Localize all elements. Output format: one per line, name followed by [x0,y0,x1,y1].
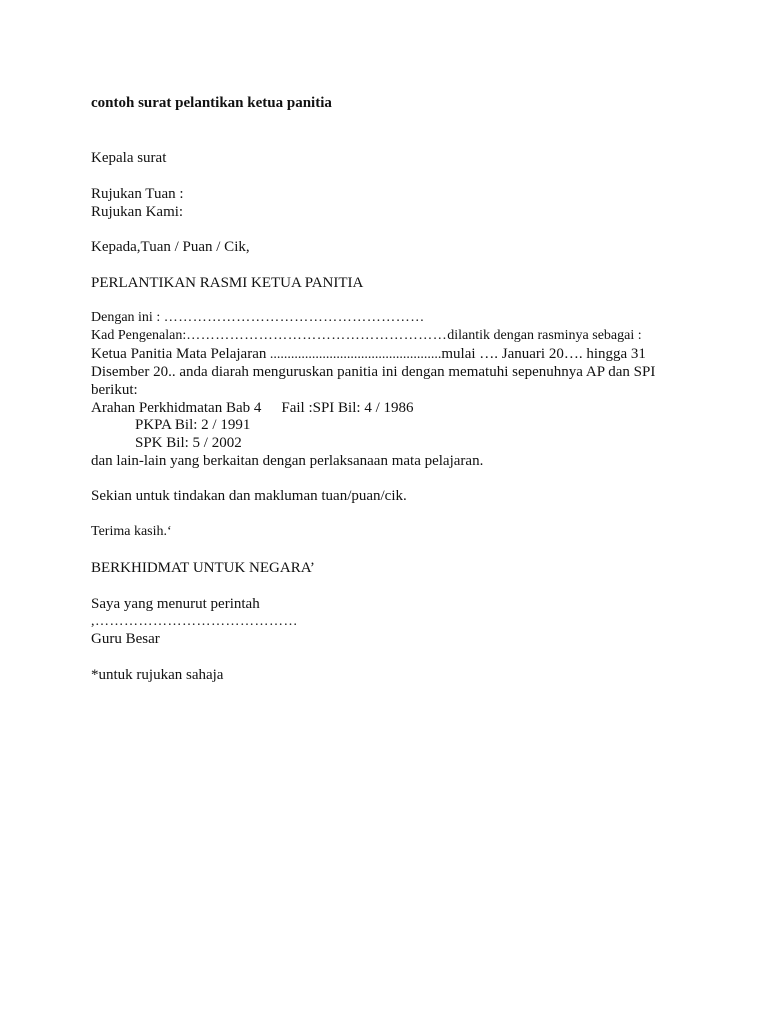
body-line-5: berikut: [91,382,138,398]
body-line-3 [91,345,646,364]
reference-tuan: Rujukan Tuan : [91,186,184,202]
signature-dots: ,…………………………………… [91,614,298,629]
note-line: *untuk rujukan sahaja [91,667,224,683]
closing-line: Sekian untuk tindakan dan makluman tuan/puan/cik. [91,488,407,504]
fail-text: Fail :SPI Bil: 4 / 1986 [281,400,414,416]
reference-kami: Rujukan Kami: [91,204,184,220]
ic-label: Kad Pengenalan: [91,328,187,343]
thanks-line: Terima kasih.‘ [91,524,172,539]
subject-dots: ................................................. [266,347,442,362]
body-line-4: Disember 20.. anda diarah menguruskan panitia ini dengan mematuhi sepenuhnya AP dan SPI [91,364,656,380]
appointed-text: dilantik dengan rasminya sebagai : [447,328,642,343]
subject-line: PERLANTIKAN RASMI KETUA PANITIA [91,275,364,291]
name-label: Dengan ini : [91,310,161,325]
signoff-line: Saya yang menurut perintah [91,596,260,612]
body-line-6 [91,399,413,417]
name-dots: ……………………………………………… [163,310,425,325]
subject-label: Ketua Panitia Mata Pelajaran [91,346,267,362]
body-line-1 [91,309,425,327]
recipient-line: Kepada,Tuan / Puan / Cik, [91,239,250,255]
arahan-text: Arahan Perkhidmatan Bab 4 [91,400,262,416]
signer-line: Guru Besar [91,631,160,647]
motto-line: BERKHIDMAT UNTUK NEGARA’ [91,560,315,576]
body-line-8: SPK Bil: 5 / 2002 [135,435,242,451]
body-line-9: dan lain-lain yang berkaitan dengan perlaksanaan mata pelajaran. [91,453,484,469]
until-text: …. hingga 31 [563,346,646,362]
start-text: mulai …. [441,346,499,362]
document-title: contoh surat pelantikan ketua panitia [91,95,332,111]
letterhead-placeholder: Kepala surat [91,150,167,166]
body-line-7: PKPA Bil: 2 / 1991 [135,417,251,433]
body-line-2 [91,327,642,345]
january-text: Januari 20 [498,346,564,362]
ic-dots: ……………………………………………… [186,328,448,343]
